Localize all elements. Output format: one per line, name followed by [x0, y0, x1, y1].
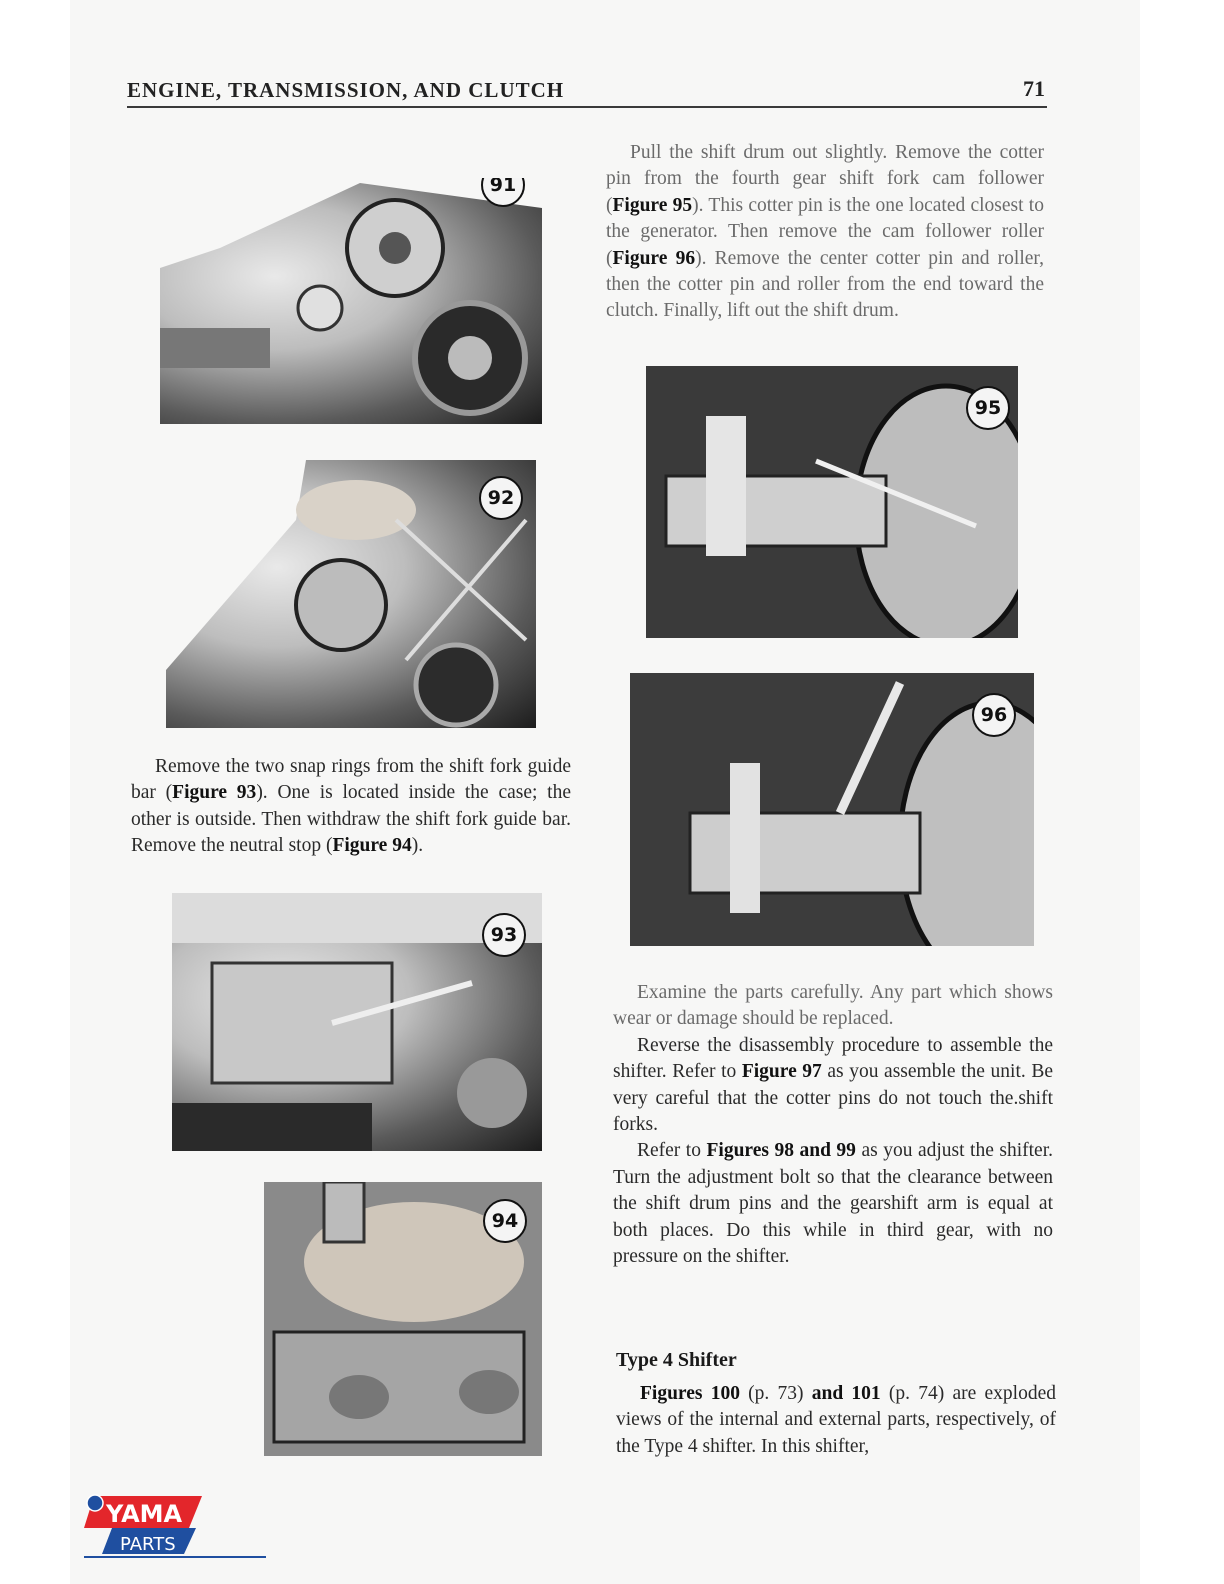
figure-96-photo — [630, 673, 1034, 946]
figure-ref: Figures 98 and 99 — [706, 1140, 856, 1162]
paragraph-refer — [613, 1138, 1053, 1270]
figure-94-number: 94 — [483, 1199, 527, 1243]
left-paragraph-snap-rings — [131, 754, 571, 860]
text-run: Refer to — [637, 1140, 707, 1162]
text-run: as you assemble the unit. Be very careful that the cotter pins do not touch the.shift forks. — [613, 1061, 1053, 1136]
yamaparts-logo — [84, 1494, 269, 1560]
text-run: ). This cotter pin is the one located closest to the generator. Then remove the cam follower roller ( — [606, 194, 1044, 269]
figure-ref: Figure 97 — [741, 1061, 822, 1083]
figure-ref: Figure 95 — [612, 194, 693, 216]
figure-ref: and 101 — [811, 1383, 881, 1404]
figure-ref: Figure 94 — [332, 835, 412, 857]
figure-91-number: 91 — [481, 178, 525, 207]
text-run: ). Remove the center cotter pin and roller, then the cotter pin and roller from the end toward the clutch. Finally, lift out the shift drum. — [606, 247, 1044, 322]
figure-95-number: 95 — [966, 386, 1010, 430]
text-run: (p. 74) are exploded views of the internal and external parts, respectively, of the Type 4 shifter. In this shifter, — [616, 1383, 1056, 1457]
figure-95-photo — [646, 366, 1018, 638]
right-paragraphs-examine — [613, 980, 1053, 1270]
figure-ref: Figure 93 — [172, 782, 257, 804]
text-run: Pull the shift drum out slightly. Remove the cotter pin from the fourth gear shift fork cam follower ( — [606, 142, 1044, 216]
logo-top-text: YAMA — [106, 1500, 183, 1528]
figure-96-number: 96 — [972, 693, 1016, 737]
text-run: ). — [411, 835, 424, 857]
section-heading: Type 4 Shifter — [616, 1349, 737, 1371]
figure-94-photo — [264, 1182, 542, 1456]
figure-93-photo — [172, 893, 542, 1151]
figure-92-number: 92 — [479, 476, 523, 520]
text-run: Remove the two snap rings from the shift fork guide bar ( — [131, 756, 571, 804]
figure-92-photo — [166, 460, 536, 728]
figure-ref: Figures 100 — [640, 1383, 740, 1404]
text-run: (p. 73) — [739, 1383, 812, 1404]
running-header — [127, 76, 1047, 108]
right-paragraph-shift-drum — [606, 140, 1044, 325]
paragraph-examine: Examine the parts carefully. Any part which shows wear or damage should be replaced. — [613, 982, 1053, 1030]
paragraph-reverse — [613, 1033, 1053, 1139]
figure-91-photo — [160, 178, 542, 424]
logo-bottom-text: PARTS — [120, 1534, 176, 1555]
right-paragraph-type4 — [616, 1381, 1056, 1460]
figure-ref: Figure 96 — [612, 247, 696, 269]
page-number: 71 — [1023, 76, 1045, 101]
chapter-title: ENGINE, TRANSMISSION, AND CLUTCH — [127, 78, 565, 102]
text-run: Reverse the disassembly procedure to assemble the shifter. Refer to — [613, 1034, 1053, 1083]
text-run: ). One is located inside the case; the other is outside. Then withdraw the shift fork guide bar. Remove the neutral stop ( — [131, 782, 571, 857]
figure-93-number: 93 — [482, 913, 526, 957]
text-run: as you adjust the shifter. Turn the adjustment bolt so that the clearance between the shift drum pins and the gearshift arm is equal at both places. Do this while in third gear, with no pressure on the shifter. — [613, 1140, 1053, 1268]
